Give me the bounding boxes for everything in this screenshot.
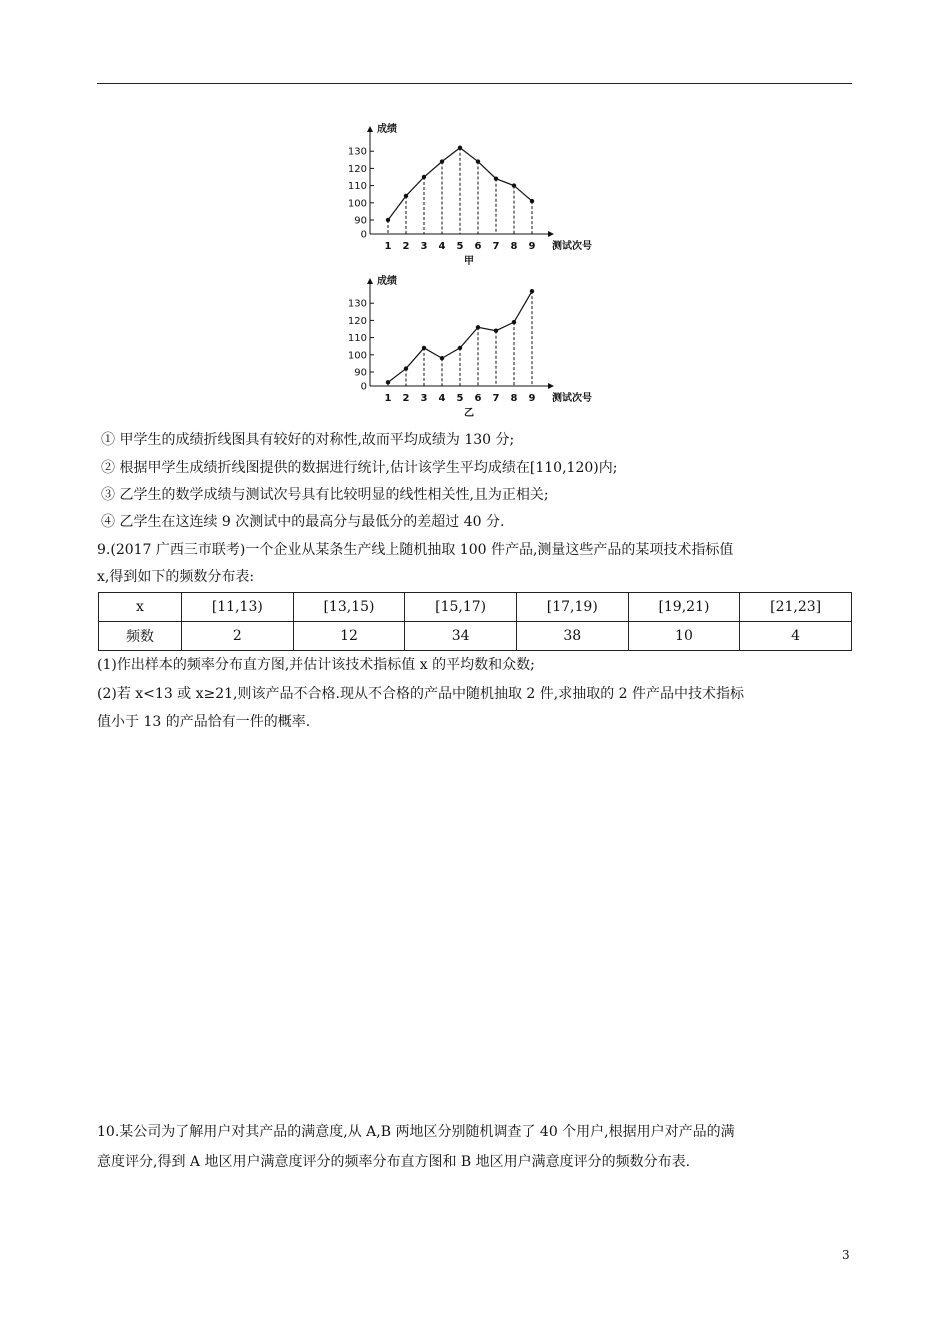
- x-tick-label: 4: [438, 241, 446, 252]
- table-row-header: [99, 593, 852, 622]
- y-tick-label: 90: [354, 367, 367, 379]
- table-interval: [11,13): [182, 593, 294, 622]
- y-tick-label: 110: [347, 333, 367, 345]
- data-point: [530, 289, 534, 293]
- statement-1: ① 甲学生的成绩折线图具有较好的对称性,故而平均成绩为 130 分;: [101, 432, 515, 448]
- y-tick-label: 0: [360, 381, 367, 393]
- data-point: [512, 183, 516, 187]
- x-axis-label: 测试次号: [552, 241, 592, 252]
- data-point: [476, 159, 480, 163]
- x-tick-label: 9: [528, 393, 536, 404]
- table-count: 10: [628, 622, 740, 651]
- table-interval: [19,21): [628, 593, 740, 622]
- x-tick-label: 7: [492, 241, 500, 252]
- data-point: [440, 159, 444, 163]
- table-interval: [21,23]: [740, 593, 852, 622]
- data-point: [512, 320, 516, 324]
- y-axis-label: 成绩: [377, 276, 397, 287]
- table-count: 34: [405, 622, 517, 651]
- chart-yi: [340, 270, 610, 420]
- table-interval: [15,17): [405, 593, 517, 622]
- q10-prompt-line1: 10.某公司为了解用户对其产品的满意度,从 A,B 两地区分别随机调查了 40 个用户,根据用户对产品的满: [97, 1124, 735, 1140]
- q9-part2-line1: (2)若 x<13 或 x≥21,则该产品不合格.现从不合格的产品中随机抽取 2 件,求抽取的 2 件产品中技术指标: [97, 686, 745, 702]
- x-tick-label: 3: [420, 393, 428, 404]
- data-point: [404, 366, 408, 370]
- q9-part1: (1)作出样本的频率分布直方图,并估计该技术指标值 x 的平均数和众数;: [97, 657, 535, 673]
- data-point: [494, 177, 498, 181]
- table-row-counts: [99, 622, 852, 651]
- table-count: 12: [293, 622, 405, 651]
- x-tick-label: 4: [438, 393, 446, 404]
- x-tick-label: 5: [456, 393, 464, 404]
- data-point: [386, 380, 390, 384]
- y-axis-arrow: [367, 278, 373, 284]
- x-axis-label: 测试次号: [552, 393, 592, 404]
- y-tick-label: 100: [347, 198, 367, 210]
- data-point: [458, 146, 462, 150]
- data-point: [458, 346, 462, 350]
- chart-caption: 乙: [464, 408, 474, 419]
- data-point: [386, 218, 390, 222]
- x-axis-arrow: [548, 231, 554, 237]
- x-axis-arrow: [548, 383, 554, 389]
- page-number: 3: [842, 1248, 850, 1262]
- data-point: [440, 356, 444, 360]
- x-tick-label: 2: [402, 393, 410, 404]
- chart-caption: 甲: [464, 256, 474, 267]
- data-point: [422, 346, 426, 350]
- statement-4: ④ 乙学生在这连续 9 次测试中的最高分与最低分的差超过 40 分.: [101, 514, 505, 530]
- x-tick-label: 6: [474, 241, 482, 252]
- chart-yi-svg: [340, 270, 610, 420]
- table-interval: [17,19): [516, 593, 628, 622]
- x-tick-label: 1: [384, 393, 392, 404]
- chart-jia-svg: [340, 118, 610, 268]
- statement-2: ② 根据甲学生成绩折线图提供的数据进行统计,估计该学生平均成绩在[110,120)内;: [101, 460, 618, 476]
- frequency-table: [98, 592, 852, 651]
- x-tick-label: 2: [402, 241, 410, 252]
- data-point: [404, 194, 408, 198]
- data-point: [422, 175, 426, 179]
- table-header-x: x: [99, 593, 182, 622]
- x-tick-label: 6: [474, 393, 482, 404]
- y-tick-label: 110: [347, 181, 367, 193]
- y-axis-arrow: [367, 126, 373, 132]
- q9-prompt-line1: 9.(2017 广西三市联考)一个企业从某条生产线上随机抽取 100 件产品,测量这些产品的某项技术指标值: [97, 542, 734, 558]
- table-count: 4: [740, 622, 852, 651]
- y-tick-label: 100: [347, 350, 367, 362]
- x-tick-label: 9: [528, 241, 536, 252]
- y-tick-label: 130: [347, 146, 367, 158]
- y-tick-label: 130: [347, 298, 367, 310]
- statement-3: ③ 乙学生的数学成绩与测试次号具有比较明显的线性相关性,且为正相关;: [101, 487, 549, 503]
- x-tick-label: 8: [510, 241, 518, 252]
- q9-part2-line2: 值小于 13 的产品恰有一件的概率.: [97, 714, 311, 730]
- x-tick-label: 3: [420, 241, 428, 252]
- y-tick-label: 90: [354, 215, 367, 227]
- q9-prompt-line2: x,得到如下的频数分布表:: [97, 569, 255, 585]
- y-axis-label: 成绩: [377, 124, 397, 135]
- x-tick-label: 7: [492, 393, 500, 404]
- data-point: [494, 329, 498, 333]
- x-tick-label: 5: [456, 241, 464, 252]
- table-count: 38: [516, 622, 628, 651]
- table-count: 2: [182, 622, 294, 651]
- y-tick-label: 120: [347, 163, 367, 175]
- q10-prompt-line2: 意度评分,得到 A 地区用户满意度评分的频率分布直方图和 B 地区用户满意度评分的频数分布表.: [97, 1154, 691, 1170]
- y-tick-label: 120: [347, 315, 367, 327]
- x-tick-label: 1: [384, 241, 392, 252]
- chart-jia: [340, 118, 610, 268]
- data-point: [476, 325, 480, 329]
- table-row-label: 频数: [99, 622, 182, 651]
- header-rule: [97, 83, 852, 84]
- table-interval: [13,15): [293, 593, 405, 622]
- x-tick-label: 8: [510, 393, 518, 404]
- data-point: [530, 199, 534, 203]
- y-tick-label: 0: [360, 229, 367, 241]
